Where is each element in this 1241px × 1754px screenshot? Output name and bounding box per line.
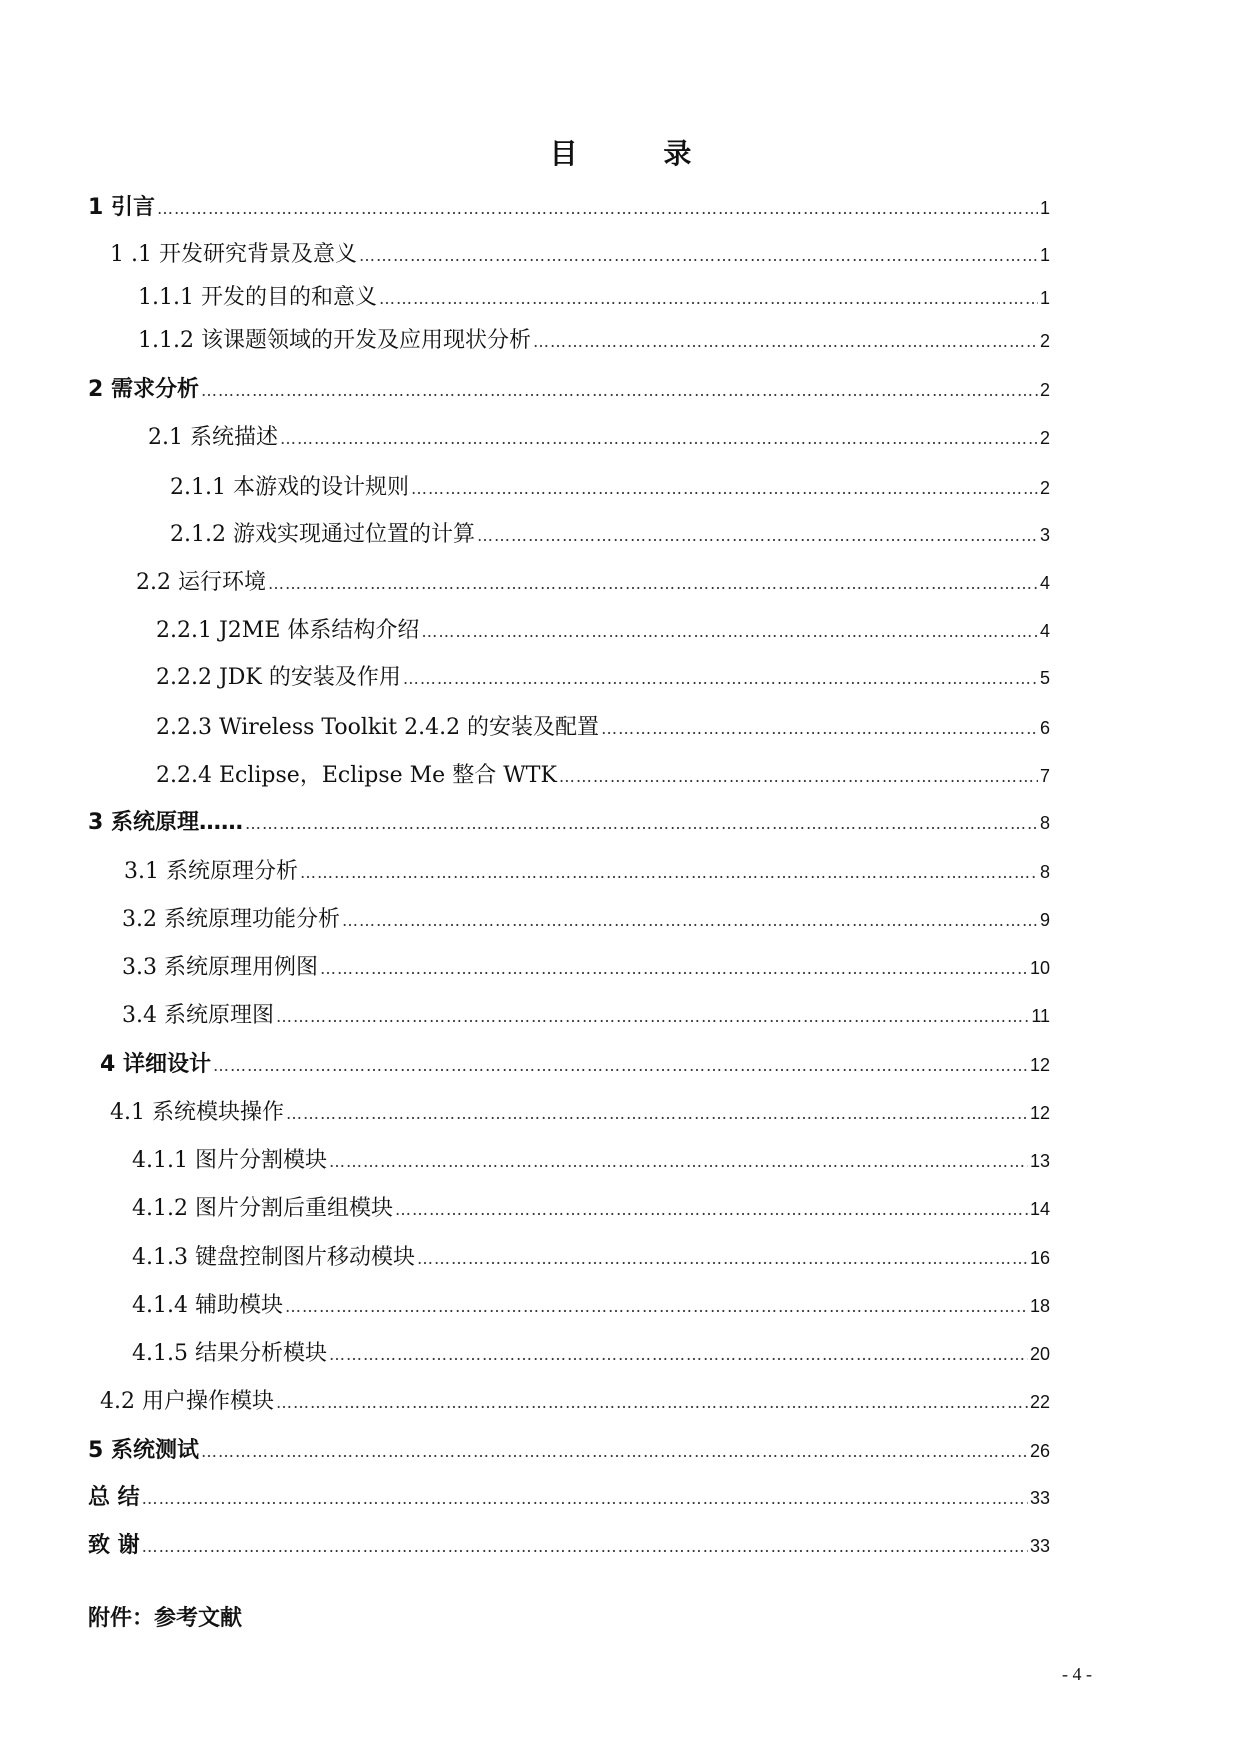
toc-entry[interactable] (122, 951, 1050, 985)
toc-entry-label: 4.1 系统模块操作 (110, 1100, 284, 1125)
toc-entry-label: 4.1.4 辅助模块 (132, 1293, 283, 1318)
toc-entry-label: 1 引言 (88, 195, 155, 220)
toc-entry-label: 2.2.3 Wireless Toolkit 2.4.2 的安装及配置 (156, 715, 600, 740)
toc-entry[interactable] (88, 373, 1050, 407)
toc-dot-leader (285, 1290, 1028, 1324)
toc-entry[interactable] (138, 281, 1050, 315)
toc-entry-label: 4.1.2 图片分割后重组模块 (132, 1196, 393, 1221)
toc-entry[interactable] (122, 999, 1050, 1033)
toc-entry-label: 总 结 (88, 1485, 140, 1510)
toc-entry-page: 11 (1031, 1006, 1050, 1026)
toc-entry-label: 4.1.1 图片分割模块 (132, 1148, 327, 1173)
toc-entry-page: 4 (1039, 573, 1050, 593)
toc-entry[interactable] (156, 711, 1050, 745)
toc-dot-leader (213, 1049, 1028, 1083)
toc-entry[interactable] (156, 759, 1050, 793)
toc-dot-leader (417, 1242, 1028, 1276)
page-number-footer: - 4 - (1062, 1664, 1092, 1684)
toc-entry-page: 14 (1029, 1199, 1050, 1219)
toc-dot-leader (268, 567, 1038, 601)
toc-entry[interactable] (148, 421, 1050, 455)
toc-entry-label: 3.2 系统原理功能分析 (122, 907, 340, 932)
appendix-heading: 附件：参考文献 (88, 1606, 243, 1631)
toc-entry[interactable] (132, 1192, 1050, 1226)
toc-dot-leader (421, 615, 1038, 649)
toc-entry-label: 2.1.2 游戏实现通过位置的计算 (170, 522, 475, 547)
toc-dot-leader (245, 807, 1038, 841)
toc-entry[interactable] (100, 1048, 1050, 1082)
toc-entry-label: 2.1 系统描述 (148, 425, 278, 450)
toc-entry-label: 4.1.5 结果分析模块 (132, 1341, 327, 1366)
toc-entry-label: 4 详细设计 (100, 1052, 211, 1077)
toc-entry[interactable] (110, 1096, 1050, 1130)
toc-dot-leader (329, 1338, 1028, 1372)
toc-dot-leader (142, 1482, 1028, 1516)
toc-entry-label: 3.4 系统原理图 (122, 1003, 274, 1028)
toc-entry[interactable] (170, 518, 1050, 552)
toc-entry-page: 8 (1039, 813, 1050, 833)
toc-dot-leader (559, 760, 1038, 794)
toc-entry-page: 6 (1039, 718, 1050, 738)
toc-entry-page: 26 (1029, 1441, 1050, 1461)
toc-entry[interactable] (88, 1434, 1050, 1468)
toc-entry[interactable] (132, 1337, 1050, 1371)
toc-entry-label: 2.2.2 JDK 的安装及作用 (156, 665, 401, 690)
toc-dot-leader (142, 1530, 1028, 1564)
toc-dot-leader (601, 712, 1038, 746)
toc-dot-leader (329, 1145, 1028, 1179)
toc-entry[interactable] (88, 1529, 1050, 1563)
toc-entry-label: 3.1 系统原理分析 (124, 859, 298, 884)
toc-dot-leader (320, 952, 1028, 986)
toc-dot-leader (395, 1193, 1028, 1227)
toc-dot-leader (201, 374, 1038, 408)
toc-entry-page: 2 (1039, 478, 1050, 498)
toc-dot-leader (533, 325, 1038, 359)
toc-entry-page: 9 (1039, 910, 1050, 930)
toc-dot-leader (280, 422, 1038, 456)
toc-dot-leader (157, 192, 1038, 226)
toc-entry-label: 1.1.1 开发的目的和意义 (138, 285, 377, 310)
toc-entry-page: 1 (1039, 198, 1050, 218)
toc-entry-page: 7 (1039, 766, 1050, 786)
toc-entry-label: 2.2 运行环境 (136, 570, 266, 595)
toc-entry[interactable] (156, 614, 1050, 648)
toc-entry-label: 3.3 系统原理用例图 (122, 955, 318, 980)
toc-dot-leader (342, 904, 1038, 938)
toc-entry[interactable] (124, 855, 1050, 889)
toc-entry-page: 2 (1039, 428, 1050, 448)
toc-dot-leader (403, 662, 1038, 696)
toc-entry-page: 18 (1029, 1296, 1050, 1316)
toc-entry[interactable] (132, 1289, 1050, 1323)
toc-entry-label: 5 系统测试 (88, 1438, 199, 1463)
toc-dot-leader (300, 856, 1038, 890)
toc-entry-page: 1 (1039, 245, 1050, 265)
toc-entry-label: 2.1.1 本游戏的设计规则 (170, 475, 409, 500)
toc-dot-leader (379, 282, 1038, 316)
toc-entry[interactable] (132, 1241, 1050, 1275)
toc-entry[interactable] (100, 1385, 1050, 1419)
toc-entry-page: 10 (1029, 958, 1050, 978)
toc-entry-label: 4.1.3 键盘控制图片移动模块 (132, 1245, 415, 1270)
toc-dot-leader (276, 1000, 1029, 1034)
toc-entry-page: 12 (1029, 1055, 1050, 1075)
toc-dot-leader (276, 1386, 1028, 1420)
toc-entry-page: 2 (1039, 380, 1050, 400)
toc-entry-label: 4.2 用户操作模块 (100, 1389, 274, 1414)
toc-entry[interactable] (170, 471, 1050, 505)
toc-entry-page: 2 (1039, 331, 1050, 351)
toc-entry-page: 8 (1039, 862, 1050, 882)
toc-dot-leader (359, 239, 1038, 273)
toc-dot-leader (477, 519, 1038, 553)
toc-entry-page: 5 (1039, 668, 1050, 688)
toc-dot-leader (286, 1097, 1028, 1131)
toc-entry[interactable] (110, 238, 1050, 272)
toc-dot-leader (411, 472, 1038, 506)
toc-entry-page: 4 (1039, 621, 1050, 641)
toc-entry-page: 16 (1029, 1248, 1050, 1268)
toc-entry-label: 1 .1 开发研究背景及意义 (110, 242, 357, 267)
toc-entry-label: 3 系统原理…… (88, 810, 243, 835)
toc-entry-page: 22 (1029, 1392, 1050, 1412)
toc-entry-label: 2.2.1 J2ME 体系结构介绍 (156, 618, 420, 643)
toc-entry-page: 13 (1029, 1151, 1050, 1171)
toc-entry-label: 1.1.2 该课题领域的开发及应用现状分析 (138, 328, 531, 353)
toc-entry[interactable] (88, 806, 1050, 840)
toc-entry[interactable] (138, 324, 1050, 358)
toc-entry[interactable] (136, 566, 1050, 600)
toc-entry[interactable] (88, 191, 1050, 225)
toc-entry[interactable] (132, 1144, 1050, 1178)
toc-entry[interactable] (88, 1481, 1050, 1515)
toc-entry-page: 33 (1029, 1536, 1050, 1556)
toc-dot-leader (201, 1435, 1028, 1469)
toc-entry-label: 2 需求分析 (88, 377, 199, 402)
toc-entry-label: 致 谢 (88, 1533, 140, 1558)
toc-entry-page: 33 (1029, 1488, 1050, 1508)
toc-entry[interactable] (156, 661, 1050, 695)
toc-title: 目 录 (549, 137, 730, 170)
toc-entry-page: 1 (1039, 288, 1050, 308)
toc-entry[interactable] (122, 903, 1050, 937)
toc-entry-page: 3 (1039, 525, 1050, 545)
toc-entry-page: 20 (1029, 1344, 1050, 1364)
toc-entry-page: 12 (1029, 1103, 1050, 1123)
toc-entry-label: 2.2.4 Eclipse，Eclipse Me 整合 WTK (156, 763, 557, 788)
